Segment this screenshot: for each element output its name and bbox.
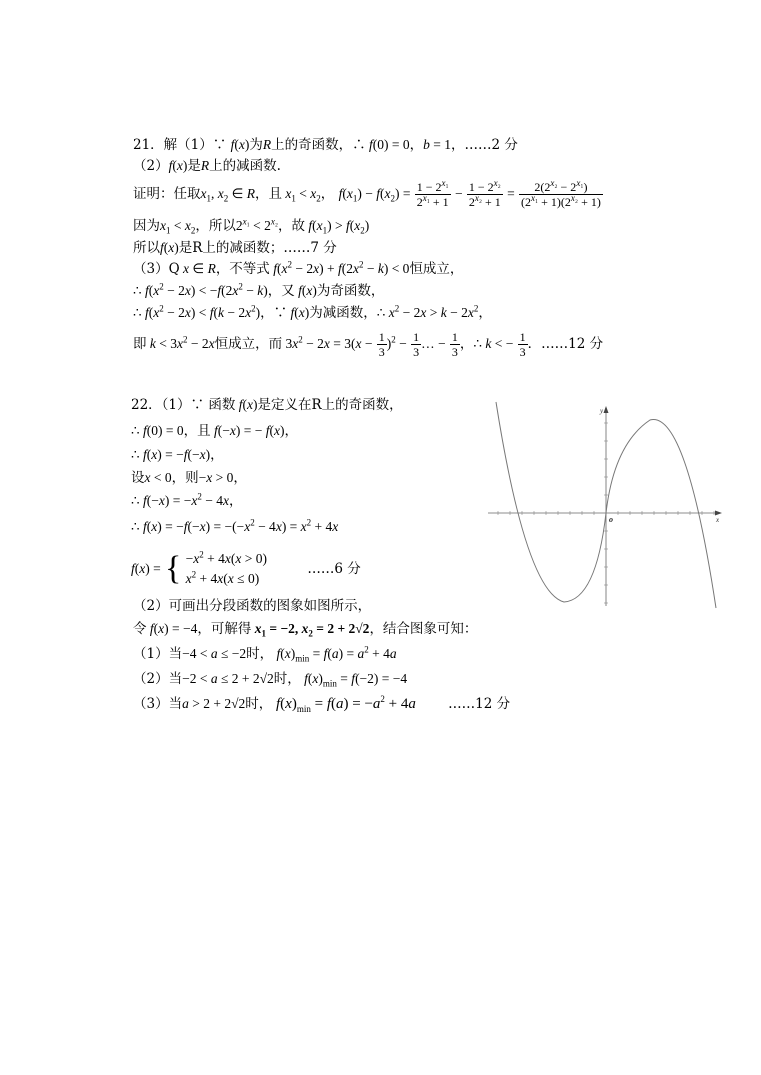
- p21-line3: 证明：任取$x_1$, $x_2$ ∈ R，且 $x_1 < x_2$， $f(x_1) - f(x_2)$ = $\frac{1 - 2^{x_1}}{2^{x_1} + 1}$ − $\frac{1 - 2^{x_2}}{2^{x_2} + 1}$ = $\frac{2(2^{x_2} - 2^{x_1})}{(2^{x_1} + 1)(2^{x_2} + 1)}$: [133, 178, 601, 209]
- y-axis-arrow-icon: [604, 406, 609, 413]
- p22-case3: （3）当a > 2 + 2√2时， $f(x)_{min} = f(a) = -a^2 + 4a$ ……12 分: [133, 694, 511, 714]
- function-graph: [486, 400, 726, 610]
- p21-line4: 因为$x_1 < x_2$，所以$2^{x_1} < 2^{x_2}$，故 $f(x_1) > f(x_2)$: [133, 216, 370, 236]
- y-axis-label: y: [600, 407, 604, 415]
- p22-line3: ∴ f(x) = −f(−x)，: [131, 447, 224, 463]
- p21-line9: 即 $k < 3x^2 - 2x$恒成立，而 $3x^2 - 2x = 3(x$ − $\frac{1}{3}$ )$^2$ − $\frac{1}{3}$ … − $\frac{1}{3}$ ，∴ k < − $\frac{1}{3}$ ．……12 分: [133, 330, 604, 359]
- p22-piecewise: f(x) = { $-x^2 + 4x(x > 0)$ $x^2 + 4x(x \le 0)$ ……6 分: [131, 549, 361, 587]
- p21-line7: ∴ $f(x^2 - 2x) < -f(2x^2 - k)$，又 f(x)为奇函数，: [133, 281, 385, 299]
- p22-line5: ∴ $f(-x) = -x^2 - 4x$，: [131, 491, 243, 509]
- p22-roots-line: 令 f(x) = −4，可解得 $x_1 = -2$, $x_2 = 2 + 2√2$，结合图象可知：: [133, 621, 478, 639]
- origin-label: o: [609, 515, 613, 524]
- p21-line8: ∴ $f(x^2 - 2x) < f(k - 2x^2)$，∵ f(x)为减函数，∴ $x^2 - 2x > k - 2x^2$，: [133, 303, 492, 321]
- p21-line2: （2）f(x)是R上的减函数.: [133, 158, 281, 174]
- p21-line1: 21．解（1）∵ f(x)为R上的奇函数，∴ f(0) = 0，b = 1，……2 分: [133, 137, 518, 153]
- p22-part2: （2）可画出分段函数的图象如图所示，: [133, 598, 372, 614]
- x-axis-arrow-icon: [715, 511, 722, 516]
- p21-line6: （3）Q x ∈ R，不等式 $f(x^2 - 2x) + f(2x^2 - k) < 0$恒成立，: [133, 259, 464, 277]
- curve-right: [606, 420, 716, 608]
- p22-case2: （2）当−2 < a ≤ 2 + 2√2时， $f(x)_{min} = f(-2) = -4$: [133, 671, 408, 689]
- x-axis-label: x: [716, 516, 720, 524]
- p22-line2: ∴ f(0) = 0，且 f(−x) = − f(x)，: [131, 423, 298, 439]
- p22-line1: 22．（1）∵ 函数 f(x)是定义在R上的奇函数，: [131, 397, 403, 413]
- p21-line5: 所以f(x)是R上的减函数；……7 分: [133, 240, 337, 256]
- p22-case1: （1）当−4 < a ≤ −2时， $f(x)_{min} = f(a) = a^2 + 4a$: [133, 644, 397, 664]
- p22-line4: 设x < 0，则−x > 0，: [131, 470, 247, 486]
- curve-left: [496, 402, 606, 602]
- p22-line6: ∴ $f(x) = -f(-x) = -(-x^2 - 4x) = x^2 + 4x$: [131, 517, 339, 534]
